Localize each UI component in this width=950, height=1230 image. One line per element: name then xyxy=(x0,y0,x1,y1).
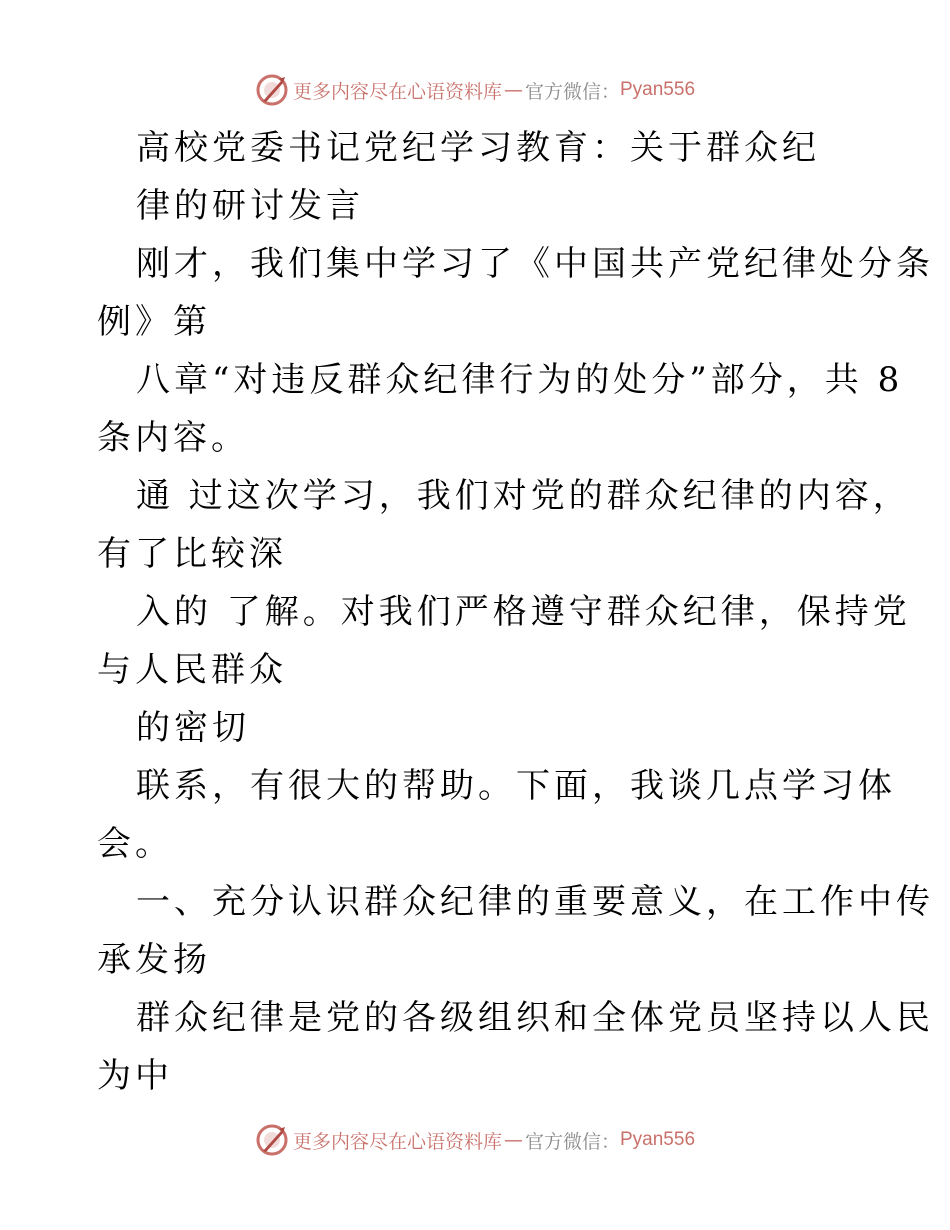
document-line: 通 过这次学习，我们对党的群众纪律的内容， xyxy=(136,476,911,516)
document-line: 例》第 xyxy=(97,302,211,342)
footer-banner xyxy=(0,1120,950,1160)
document-line: 承发扬 xyxy=(97,940,211,980)
document-line: 有了比较深 xyxy=(97,534,287,574)
document-line: 高校党委书记党纪学习教育：关于群众纪 xyxy=(136,128,820,168)
wechat-label: 官方微信： xyxy=(524,80,620,103)
banner-separator: — xyxy=(503,79,523,101)
document-line: 入的 了解。对我们严格遵守群众纪律，保持党 xyxy=(136,592,911,632)
document-line: 与人民群众 xyxy=(97,650,287,690)
document-line: 会。 xyxy=(97,824,173,864)
document-line: 的密切 xyxy=(136,708,250,748)
document-line: 为中 xyxy=(97,1056,173,1096)
document-line: 条内容。 xyxy=(97,418,249,458)
wechat-id: Pyan556 xyxy=(620,79,696,100)
document-line: 刚才，我们集中学习了《中国共产党纪律处分条 xyxy=(136,244,934,284)
document-line: 律的研讨发言 xyxy=(136,186,364,226)
banner-text: 更多内容尽在心语资料库 xyxy=(292,1130,502,1153)
header-banner xyxy=(0,70,950,110)
quill-logo-icon xyxy=(255,73,289,107)
document-line: 群众纪律是党的各级组织和全体党员坚持以人民 xyxy=(136,998,934,1038)
wechat-id: Pyan556 xyxy=(620,1129,696,1150)
wechat-label: 官方微信： xyxy=(524,1130,620,1153)
document-line: 八章“对违反群众纪律行为的处分”部分，共 8 xyxy=(136,360,904,400)
banner-separator: — xyxy=(503,1129,523,1151)
document-line: 联系，有很大的帮助。下面，我谈几点学习体 xyxy=(136,766,896,806)
document-line: 一、充分认识群众纪律的重要意义，在工作中传 xyxy=(136,882,934,922)
banner-text: 更多内容尽在心语资料库 xyxy=(292,80,502,103)
quill-logo-icon xyxy=(255,1123,289,1157)
